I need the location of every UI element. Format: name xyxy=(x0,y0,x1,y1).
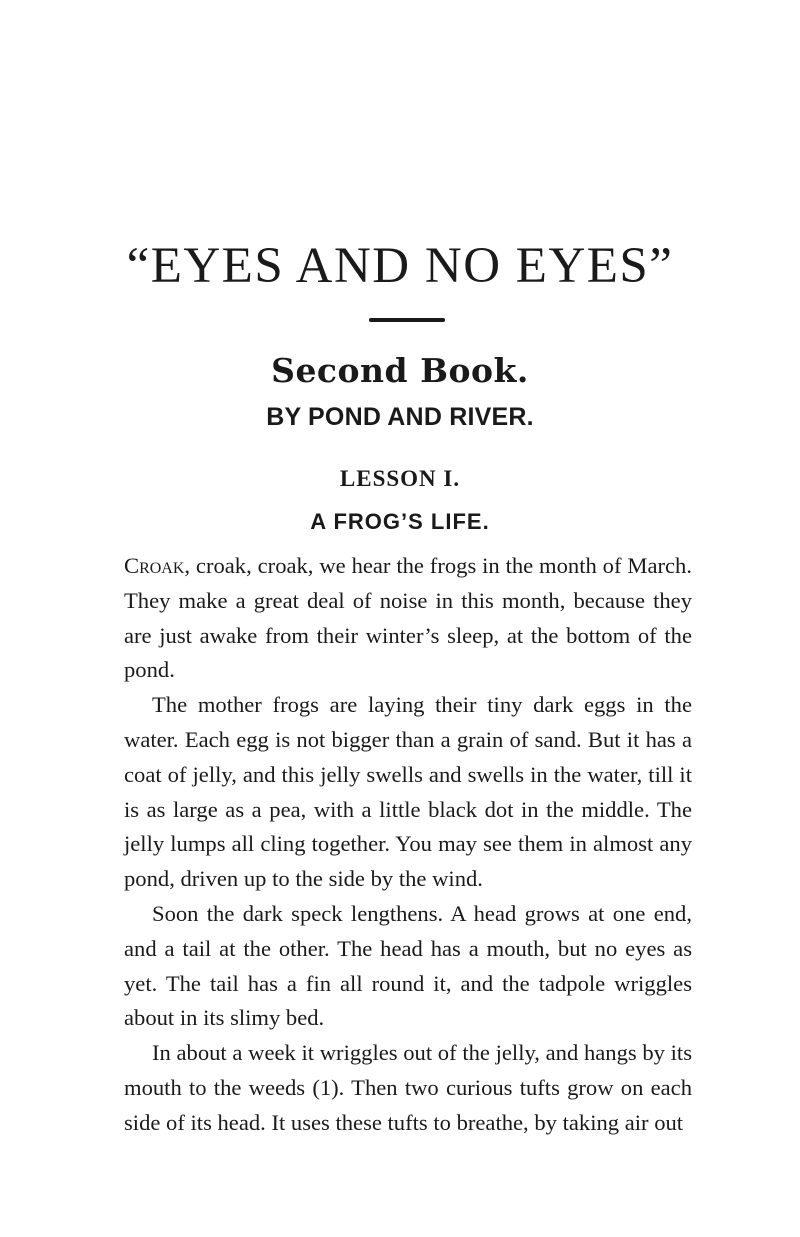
paragraph-2: The mother frogs are laying their tiny dark eggs in the water. Each egg is not bigger than a grain of sand. But it has a coat of jelly, and this jelly swells and swells in the water, till it is as large as a pea, with a little black dot in the middle. The jelly lumps all cling together. You may see them in almost any pond, driven up to the side by the wind. xyxy=(124,692,692,892)
paragraph-4: In about a week it wriggles out of the jelly, and hangs by its mouth to the weeds (1). Then two curious tufts grow on each side of its head. It uses these tufts to breathe, by taking air out xyxy=(124,1040,692,1135)
lesson-number: LESSON I. xyxy=(339,466,461,491)
part-heading: BY POND AND RIVER. xyxy=(266,403,534,431)
paragraph-1-text: , croak, croak, we hear the frogs in the month of March. They make a great deal of noise in this month, because they are just awake from their winter’s sleep, at the bottom of the pond. xyxy=(124,553,692,683)
page-title: “EYES AND NO EYES” xyxy=(126,238,674,294)
paragraph-3: Soon the dark speck lengthens. A head grows at one end, and a tail at the other. The head has a mouth, but no eyes as yet. The tail has a fin all round it, and the tadpole wriggles about in its slimy bed. xyxy=(124,900,692,1031)
lesson-body xyxy=(124,549,692,1141)
lesson-title: A FROG’S LIFE. xyxy=(310,509,490,534)
book-heading: Second Book. xyxy=(271,351,529,390)
paragraph-1 xyxy=(124,549,692,688)
title-divider xyxy=(369,318,445,322)
paragraph-lead-word: Croak xyxy=(124,553,185,578)
